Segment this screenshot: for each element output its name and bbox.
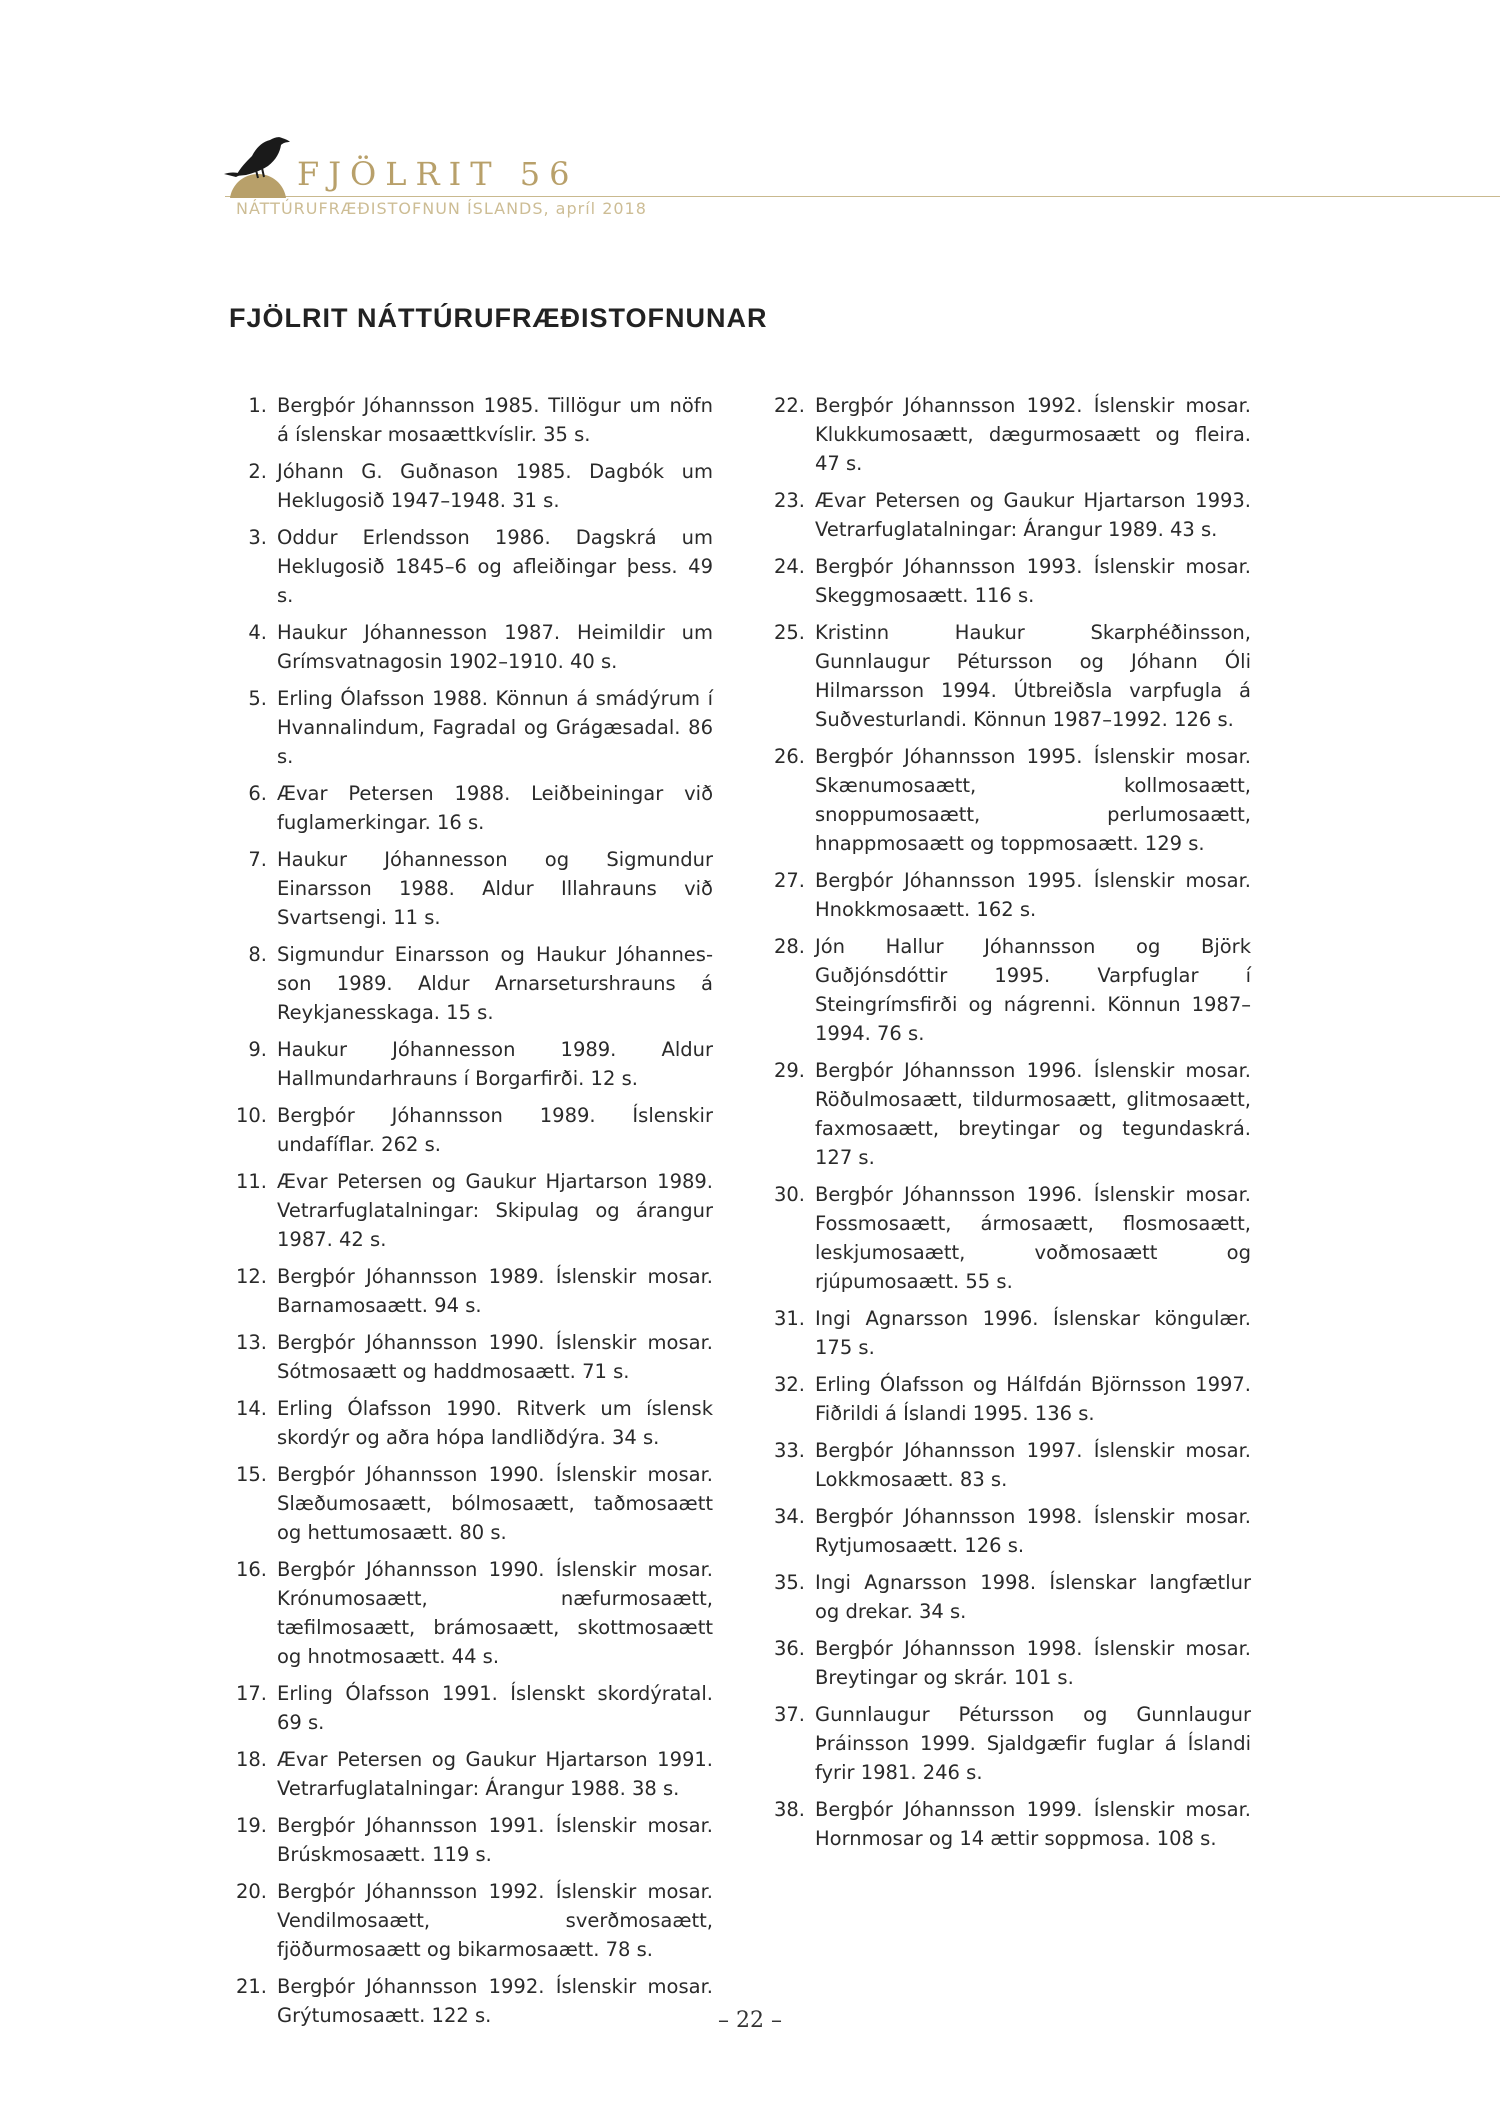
ref-number: 22.	[773, 394, 805, 417]
series-subtitle: NÁTTÚRUFRÆÐISTOFNUN ÍSLANDS, apríl 2018	[236, 199, 647, 218]
ref-text: Bergþór Jóhannsson 1999. Íslenskir mosar. Hornmosar og 14 ættir soppmosa. 108 s.	[815, 1798, 1251, 1850]
ref-text: Gunnlaugur Pétursson og Gunnlaugur Þráinsson 1999. Sjaldgæfir fuglar á Íslandi fyrir 1981. 246 s.	[815, 1703, 1251, 1784]
ref-number: 18.	[235, 1748, 267, 1771]
list-item	[227, 1460, 763, 1547]
list-item	[227, 523, 763, 610]
ref-number: 24.	[773, 555, 805, 578]
list-item	[227, 940, 763, 1027]
ref-text: Haukur Jóhannesson og Sigmundur Einarsson 1988. Aldur Illahrauns við Svartsengi. 11 s.	[277, 848, 713, 929]
list-item	[765, 866, 1301, 924]
list-item	[227, 1811, 763, 1869]
list-item	[765, 1634, 1301, 1692]
list-item	[765, 391, 1301, 478]
list-item	[765, 1180, 1301, 1296]
list-item	[765, 1436, 1301, 1494]
list-item	[765, 552, 1301, 610]
ref-text: Jón Hallur Jóhannsson og Björk Guðjónsdóttir 1995. Varpfuglar í Steingrímsfirði og nágrenni. Könnun 1987–1994. 76 s.	[815, 935, 1251, 1045]
list-item	[765, 1795, 1301, 1853]
ref-number: 15.	[235, 1463, 267, 1486]
ref-number: 38.	[773, 1798, 805, 1821]
ref-text: Oddur Erlendsson 1986. Dagskrá um Heklugosið 1845–6 og afleiðingar þess. 49 s.	[277, 526, 713, 607]
ref-text: Bergþór Jóhannsson 1991. Íslenskir mosar. Brúskmosaætt. 119 s.	[277, 1814, 713, 1866]
ref-text: Bergþór Jóhannsson 1990. Íslenskir mosar. Sótmosaætt og haddmosaætt. 71 s.	[277, 1331, 713, 1383]
page-title: FJÖLRIT NÁTTÚRUFRÆÐISTOFNUNAR	[229, 303, 768, 333]
ref-number: 33.	[773, 1439, 805, 1462]
ref-number: 27.	[773, 869, 805, 892]
ref-text: Ingi Agnarsson 1996. Íslenskar köngulær. 175 s.	[815, 1307, 1251, 1359]
ref-number: 30.	[773, 1183, 805, 1206]
ref-number: 16.	[235, 1558, 267, 1581]
series-title: FJÖLRIT 56	[297, 155, 579, 193]
ref-number: 31.	[773, 1307, 805, 1330]
list-item	[227, 684, 763, 771]
ref-text: Bergþór Jóhannsson 1990. Íslenskir mosar. Krónumosaætt, næfurmosaætt, tæfilmosaætt, brámosaætt, skottmosaætt og hnotmosaætt. 44 s.	[277, 1558, 713, 1668]
ref-text: Bergþór Jóhannsson 1990. Íslenskir mosar. Slæðumosaætt, bólmosaætt, taðmosaætt og hettumosaætt. 80 s.	[277, 1463, 713, 1544]
ref-number: 13.	[235, 1331, 267, 1354]
ref-text: Bergþór Jóhannsson 1996. Íslenskir mosar. Fossmosaætt, ármosaætt, flosmosaætt, leskjumosaætt, voðmosaætt og rjúpumosaætt. 55 s.	[815, 1183, 1251, 1293]
ref-text: Ævar Petersen og Gaukur Hjartarson 1991. Vetrarfuglatalningar: Árangur 1988. 38 s.	[277, 1748, 713, 1800]
ref-text: Bergþór Jóhannsson 1992. Íslenskir mosar. Klukkumosaætt, dægurmosaætt og fleira. 47 s.	[815, 394, 1251, 475]
ref-text: Bergþór Jóhannsson 1997. Íslenskir mosar. Lokkmosaætt. 83 s.	[815, 1439, 1251, 1491]
ref-number: 21.	[235, 1975, 267, 1998]
ref-number: 29.	[773, 1059, 805, 1082]
ref-text: Ævar Petersen 1988. Leiðbeiningar við fuglamerkingar. 16 s.	[277, 782, 713, 834]
ref-text: Kristinn Haukur Skarphéðinsson, Gunnlaugur Pétursson og Jóhann Óli Hilmarsson 1994. Útbreiðsla varpfugla á Suðvesturlandi. Könnun 1987–1992. 126 s.	[815, 621, 1251, 731]
ref-number: 20.	[235, 1880, 267, 1903]
ref-text: Bergþór Jóhannsson 1989. Íslenskir undafíflar. 262 s.	[277, 1104, 713, 1156]
list-item	[765, 1502, 1301, 1560]
ref-text: Bergþór Jóhannsson 1992. Íslenskir mosar. Grýtumosaætt. 122 s.	[277, 1975, 713, 2027]
ref-number: 7.	[248, 848, 267, 871]
list-item	[227, 779, 763, 837]
ref-number: 35.	[773, 1571, 805, 1594]
ref-text: Erling Ólafsson 1991. Íslenskt skordýratal. 69 s.	[277, 1682, 713, 1734]
list-item	[227, 457, 763, 515]
ref-number: 34.	[773, 1505, 805, 1528]
list-item	[765, 1370, 1301, 1428]
ref-text: Bergþór Jóhannsson 1993. Íslenskir mosar. Skeggmosaætt. 116 s.	[815, 555, 1251, 607]
ref-text: Sigmundur Einarsson og Haukur Jóhannes-son 1989. Aldur Arnarseturshrauns á Reykjanesskaga. 15 s.	[277, 943, 713, 1024]
ref-number: 36.	[773, 1637, 805, 1660]
ref-number: 12.	[235, 1265, 267, 1288]
list-item	[227, 1679, 763, 1737]
list-item	[765, 618, 1301, 734]
ref-text: Bergþór Jóhannsson 1985. Tillögur um nöfn á íslenskar mosaættkvíslir. 35 s.	[277, 394, 713, 446]
list-item	[227, 1167, 763, 1254]
ref-number: 3.	[248, 526, 267, 549]
references-left-column	[227, 391, 763, 2038]
list-item	[765, 1056, 1301, 1172]
ref-number: 28.	[773, 935, 805, 958]
list-item	[227, 1394, 763, 1452]
ref-number: 4.	[248, 621, 267, 644]
ref-text: Erling Ólafsson og Hálfdán Björnsson 1997. Fiðrildi á Íslandi 1995. 136 s.	[815, 1373, 1251, 1425]
references-right-column	[765, 391, 1301, 1861]
ref-number: 25.	[773, 621, 805, 644]
ref-text: Bergþór Jóhannsson 1989. Íslenskir mosar. Barnamosaætt. 94 s.	[277, 1265, 713, 1317]
list-item	[227, 1877, 763, 1964]
list-item	[227, 1555, 763, 1671]
ref-text: Ingi Agnarsson 1998. Íslenskar langfætlur og drekar. 34 s.	[815, 1571, 1251, 1623]
list-item	[765, 486, 1301, 544]
ref-number: 9.	[248, 1038, 267, 1061]
list-item	[227, 618, 763, 676]
list-item	[227, 1035, 763, 1093]
ref-number: 10.	[235, 1104, 267, 1127]
ref-text: Haukur Jóhannesson 1989. Aldur Hallmundarhrauns í Borgarfirði. 12 s.	[277, 1038, 713, 1090]
list-item	[227, 1328, 763, 1386]
ref-text: Jóhann G. Guðnason 1985. Dagbók um Heklugosið 1947–1948. 31 s.	[277, 460, 713, 512]
ref-text: Bergþór Jóhannsson 1992. Íslenskir mosar. Vendilmosaætt, sverðmosaætt, fjöðurmosaætt og bikarmosaætt. 78 s.	[277, 1880, 713, 1961]
ref-number: 26.	[773, 745, 805, 768]
ref-text: Ævar Petersen og Gaukur Hjartarson 1993. Vetrarfuglatalningar: Árangur 1989. 43 s.	[815, 489, 1251, 541]
list-item	[227, 845, 763, 932]
ref-number: 32.	[773, 1373, 805, 1396]
ref-text: Bergþór Jóhannsson 1996. Íslenskir mosar. Röðulmosaætt, tildurmosaætt, glitmosaætt, faxmosaætt, breytingar og tegundaskrá. 127 s.	[815, 1059, 1251, 1169]
ref-number: 5.	[248, 687, 267, 710]
ref-number: 8.	[248, 943, 267, 966]
list-item	[765, 932, 1301, 1048]
ref-text: Erling Ólafsson 1990. Ritverk um íslensk skordýr og aðra hópa landliðdýra. 34 s.	[277, 1397, 713, 1449]
list-item	[765, 1568, 1301, 1626]
ref-number: 17.	[235, 1682, 267, 1705]
ref-number: 37.	[773, 1703, 805, 1726]
list-item	[227, 1262, 763, 1320]
ref-number: 1.	[248, 394, 267, 417]
ref-number: 23.	[773, 489, 805, 512]
ref-text: Ævar Petersen og Gaukur Hjartarson 1989. Vetrarfuglatalningar: Skipulag og árangur 1987. 42 s.	[277, 1170, 713, 1251]
list-item	[227, 391, 763, 449]
ref-number: 6.	[248, 782, 267, 805]
list-item	[765, 742, 1301, 858]
page-number: – 22 –	[718, 2008, 782, 2033]
ref-text: Bergþór Jóhannsson 1998. Íslenskir mosar. Rytjumosaætt. 126 s.	[815, 1505, 1251, 1557]
ref-text: Bergþór Jóhannsson 1995. Íslenskir mosar. Hnokkmosaætt. 162 s.	[815, 869, 1251, 921]
ref-text: Bergþór Jóhannsson 1995. Íslenskir mosar. Skænumosaætt, kollmosaætt, snoppumosaætt, perlumosaætt, hnappmosaætt og toppmosaætt. 129 s.	[815, 745, 1251, 855]
header-rule	[225, 196, 1500, 197]
ref-number: 19.	[235, 1814, 267, 1837]
ref-number: 11.	[235, 1170, 267, 1193]
ref-text: Bergþór Jóhannsson 1998. Íslenskir mosar. Breytingar og skrár. 101 s.	[815, 1637, 1251, 1689]
list-item	[765, 1700, 1301, 1787]
ref-text: Erling Ólafsson 1988. Könnun á smádýrum í Hvannalindum, Fagradal og Grágæsadal. 86 s.	[277, 687, 713, 768]
raven-logo-icon	[222, 118, 292, 198]
list-item	[227, 1745, 763, 1803]
list-item	[227, 1101, 763, 1159]
list-item	[765, 1304, 1301, 1362]
ref-number: 14.	[235, 1397, 267, 1420]
ref-number: 2.	[248, 460, 267, 483]
ref-text: Haukur Jóhannesson 1987. Heimildir um Grímsvatnagosin 1902–1910. 40 s.	[277, 621, 713, 673]
